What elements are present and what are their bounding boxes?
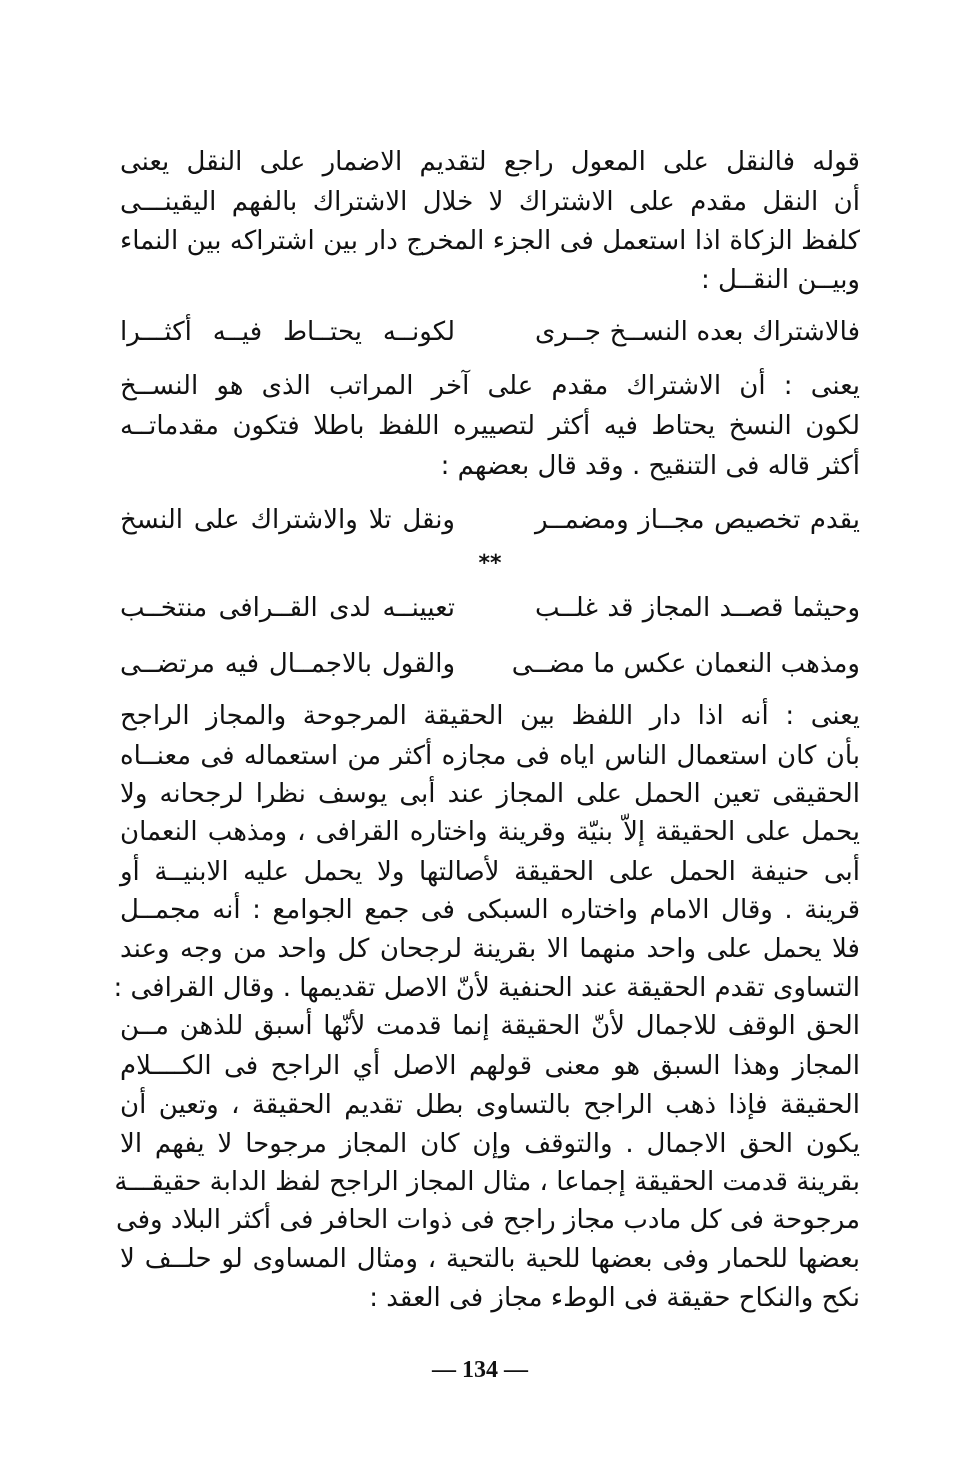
text-line: بقرينة قدمت الحقيقة إجماعا ، مثال المجاز الراجح لفظ الدابة حقيقـــة [114, 1167, 860, 1197]
verse-second-hemistich: لكونــه يحتــاط فيــه أكثـــرا [120, 317, 455, 347]
text-line: مرجوحة فى كل مادب مجاز راجح فى ذوات الحافر فى أكثر البلاد وفى [115, 1205, 860, 1235]
text-line: أكثر قاله فى التنقيح . وقد قال بعضهم : [440, 451, 860, 481]
text-line: التساوى تقدم الحقيقة عند الحنفية لأنّ الاصل تقديمها . وقال القرافى : [113, 973, 860, 1003]
verse-line [120, 500, 860, 540]
text-line: يحمل على الحقيقة إلاّ بنيّة وقرينة واختاره القرافى ، ومذهب النعمان [120, 817, 860, 847]
verse-first-hemistich: يقدم تخصيص مجــاز ومضمــر [535, 505, 860, 535]
text-line: المجاز وهذا السبق هو معنى قولهم الاصل أي الراجح فى الكــــلام [120, 1051, 860, 1081]
page-number: — 134 — [432, 1357, 528, 1383]
text-line: وبيــن النقــل : [700, 265, 860, 295]
verse-first-hemistich: ومذهب النعمان عكس ما مضــى [511, 649, 860, 679]
text-line: لكون النسخ يحتاط فيه أكثر لتصييره اللفظ باطلا فتكون مقدماتــه [120, 411, 860, 441]
verse-line [120, 588, 860, 628]
text-line: الحقيقة فإذا ذهب الراجح بالتساوى بطل تقديم الحقيقة ، وتعين أن [120, 1090, 860, 1120]
text-line: فلا يحمل على واحد منهما الا بقرينة لرجحان كل واحد من وجه وعند [120, 934, 860, 964]
verse-first-hemistich: فالاشتراك بعده النســخ جــرى [535, 317, 860, 347]
text-line: الحقيقى تعين الحمل على المجاز عند أبى يوسف نظرا لرجحانه ولا [120, 779, 860, 809]
text-line: كلفظ الزكاة اذا استعمل فى الجزء المخرج دار بين اشتراكه بين النماء [120, 226, 860, 256]
verse-line [120, 312, 860, 352]
text-line: قرينة . وقال الامام واختاره السبكى فى جمع الجوامع : أنه مجمــل [120, 895, 860, 925]
verse-second-hemistich: ونقل تلا والاشتراك على النسخ [120, 505, 455, 535]
text-line: يعنى : أنه اذا دار اللفظ بين الحقيقة المرجوحة والمجاز الراجح [120, 701, 860, 731]
text-line: يكون الحق الاجمال . والتوقف وإن كان المجاز مرجوحا لا يفهم الا [120, 1129, 860, 1159]
text-line: يعنى : أن الاشتراك مقدم على آخر المراتب الذى هو النســخ [120, 371, 860, 401]
verse-first-hemistich: وحيثما قصــد المجاز قد غلــب [535, 593, 860, 623]
verse-second-hemistich: تعيينــه لدى القــرافى منتخــب [120, 593, 455, 623]
text-line: قوله فالنقل على المعول راجع لتقديم الاضمار على النقل يعنى [120, 147, 860, 177]
verse-line [120, 644, 860, 684]
text-line: أبى حنيفة الحمل على الحقيقة لأصالتها ولا يحمل عليه الابنيــة أو [120, 857, 860, 887]
section-separator: ** [478, 551, 502, 576]
text-line: بأن كان استعمال الناس اياه فى مجازه أكثر من استعماله فى معنــاه [120, 741, 860, 771]
text-line: نكح والنكاح حقيقة فى الوطء مجاز فى العقد : [369, 1283, 860, 1313]
verse-second-hemistich: والقول بالاجمــال فيه مرتضــى [120, 649, 455, 679]
text-line: أن النقل مقدم على الاشتراك لا خلال الاشتراك بالفهم اليقينـــى [120, 187, 860, 217]
text-line: الحق الوقف للاجمال لأنّ الحقيقة إنما قدمت لأنّها أسبق للذهن مــن [120, 1011, 860, 1041]
text-line: بعضها للحمار وفى بعضها للحية بالتحية ، ومثال المساوى لو حلــف لا [120, 1244, 860, 1274]
